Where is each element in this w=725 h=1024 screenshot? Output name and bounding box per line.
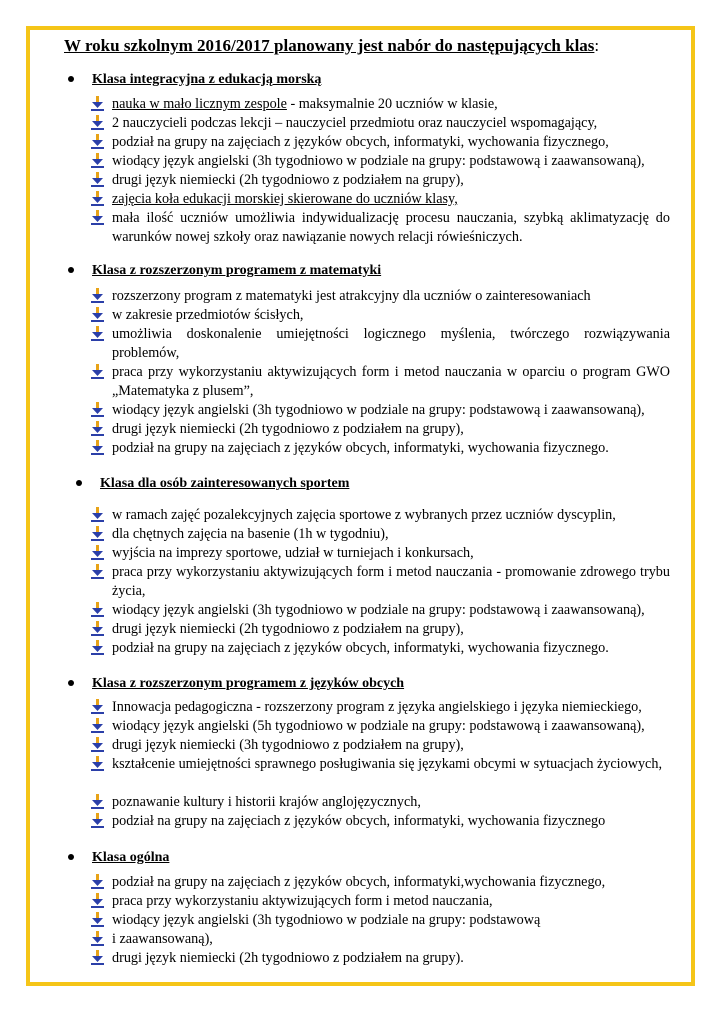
page-title: W roku szkolnym 2016/2017 planowany jest nabór do następujących klas: (64, 36, 600, 55)
down-arrow-icon (90, 718, 104, 733)
down-arrow-icon (90, 96, 104, 111)
section-heading-jezyki: Klasa z rozszerzonym programem z języków obcych (68, 676, 404, 692)
list-item: drugi język niemiecki (2h tygodniowo z podziałem na grupy), (90, 420, 670, 439)
list-item: drugi język niemiecki (3h tygodniowo z podziałem na grupy), (90, 736, 670, 755)
list-item: mała ilość uczniów umożliwia indywidualizację procesu nauczania, szybką aklimatyzację do warunków nowej szkoły oraz nawiązanie nowych relacji rówieśniczych. (90, 209, 670, 247)
down-arrow-icon (90, 640, 104, 655)
list-item: podział na grupy na zajęciach z języków obcych, informatyki, wychowania fizycznego. (90, 439, 670, 458)
list-item: wiodący język angielski (3h tygodniowo w podziale na grupy: podstawową i zaawansowaną), (90, 401, 670, 420)
list-item: umożliwia doskonalenie umiejętności logicznego myślenia, twórczego rozwiązywania problemów, (90, 325, 670, 363)
down-arrow-icon (90, 813, 104, 828)
list-item: wiodący język angielski (3h tygodniowo w podziale na grupy: podstawową (90, 911, 670, 930)
down-arrow-icon (90, 874, 104, 889)
down-arrow-icon (90, 737, 104, 752)
list-item: Innowacja pedagogiczna - rozszerzony program z języka angielskiego i języka niemieckiego, (90, 698, 670, 717)
down-arrow-icon (90, 893, 104, 908)
down-arrow-icon (90, 564, 104, 579)
down-arrow-icon (90, 950, 104, 965)
section-heading-integracyjna: Klasa integracyjna z edukacją morską (68, 72, 321, 88)
list-item: podział na grupy na zajęciach z języków obcych, informatyki, wychowania fizycznego (90, 812, 670, 831)
down-arrow-icon (90, 545, 104, 560)
list-item: podział na grupy na zajęciach z języków obcych, informatyki, wychowania fizycznego. (90, 639, 670, 658)
down-arrow-icon (90, 507, 104, 522)
list-item: wiodący język angielski (5h tygodniowo w podziale na grupy: podstawową i zaawansowaną), (90, 717, 670, 736)
down-arrow-icon (90, 402, 104, 417)
list-item: praca przy wykorzystaniu aktywizujących form i metod nauczania w oparciu o program GWO „Matematyka z plusem”, (90, 363, 670, 401)
list-item: w zakresie przedmiotów ścisłych, (90, 306, 670, 325)
list-item: wyjścia na imprezy sportowe, udział w turniejach i konkursach, (90, 544, 670, 563)
down-arrow-icon (90, 756, 104, 771)
down-arrow-icon (90, 621, 104, 636)
bullet-dot-icon (68, 680, 74, 686)
list-item: 2 nauczycieli podczas lekcji – nauczyciel przedmiotu oraz nauczyciel wspomagający, (90, 114, 670, 133)
list-item: poznawanie kultury i historii krajów anglojęzycznych, (90, 793, 670, 812)
section-heading-matematyka: Klasa z rozszerzonym programem z matematyki (68, 263, 381, 279)
down-arrow-icon (90, 326, 104, 341)
down-arrow-icon (90, 288, 104, 303)
down-arrow-icon (90, 134, 104, 149)
list-item: wiodący język angielski (3h tygodniowo w podziale na grupy: podstawową i zaawansowaną), (90, 601, 670, 620)
down-arrow-icon (90, 153, 104, 168)
list-item: podział na grupy na zajęciach z języków obcych, informatyki,wychowania fizycznego, (90, 873, 670, 892)
list-item: kształcenie umiejętności sprawnego posługiwania się językami obcymi w sytuacjach życiowych, (90, 755, 670, 774)
down-arrow-icon (90, 912, 104, 927)
list-item: dla chętnych zajęcia na basenie (1h w tygodniu), (90, 525, 670, 544)
bullet-dot-icon (68, 854, 74, 860)
bullet-dot-icon (68, 76, 74, 82)
down-arrow-icon (90, 210, 104, 225)
down-arrow-icon (90, 794, 104, 809)
list-item: drugi język niemiecki (2h tygodniowo z podziałem na grupy). (90, 949, 670, 968)
section-heading-sport: Klasa dla osób zainteresowanych sportem (76, 476, 349, 492)
bullet-dot-icon (76, 480, 82, 486)
down-arrow-icon (90, 699, 104, 714)
list-item: praca przy wykorzystaniu aktywizujących form i metod nauczania, (90, 892, 670, 911)
down-arrow-icon (90, 440, 104, 455)
list-item: drugi język niemiecki (2h tygodniowo z podziałem na grupy), (90, 171, 670, 190)
down-arrow-icon (90, 307, 104, 322)
down-arrow-icon (90, 526, 104, 541)
list-item: podział na grupy na zajęciach z języków obcych, informatyki, wychowania fizycznego, (90, 133, 670, 152)
list-item: w ramach zajęć pozalekcyjnych zajęcia sportowe z wybranych przez uczniów dyscyplin, (90, 506, 670, 525)
list-item: wiodący język angielski (3h tygodniowo w podziale na grupy: podstawową i zaawansowaną), (90, 152, 670, 171)
down-arrow-icon (90, 364, 104, 379)
down-arrow-icon (90, 115, 104, 130)
bullet-dot-icon (68, 267, 74, 273)
down-arrow-icon (90, 931, 104, 946)
list-item: nauka w mało licznym zespole - maksymalnie 20 uczniów w klasie, (90, 95, 670, 114)
list-item: rozszerzony program z matematyki jest atrakcyjny dla uczniów o zainteresowaniach (90, 287, 670, 306)
down-arrow-icon (90, 191, 104, 206)
down-arrow-icon (90, 421, 104, 436)
list-item: i zaawansowaną), (90, 930, 670, 949)
list-item: praca przy wykorzystaniu aktywizujących form i metod nauczania - promowanie zdrowego trybu życia, (90, 563, 670, 601)
list-item: zajęcia koła edukacji morskiej skierowane do uczniów klasy, (90, 190, 670, 209)
list-item: drugi język niemiecki (2h tygodniowo z podziałem na grupy), (90, 620, 670, 639)
down-arrow-icon (90, 602, 104, 617)
section-heading-ogolna: Klasa ogólna (68, 850, 169, 866)
down-arrow-icon (90, 172, 104, 187)
